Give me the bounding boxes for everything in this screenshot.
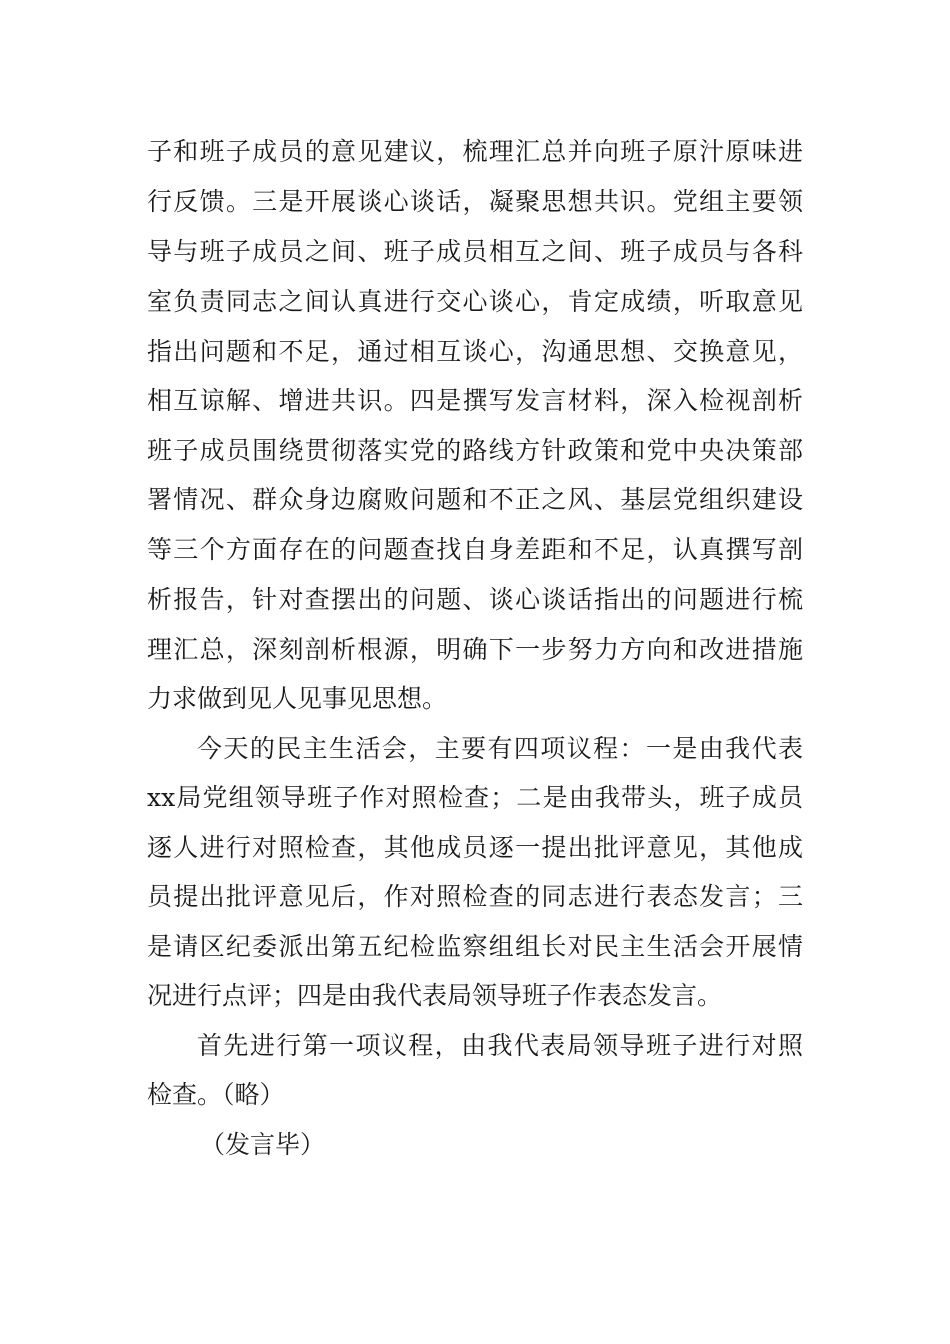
text-line: 是请区纪委派出第五纪检监察组组长对民主生活会开展情 xyxy=(147,932,803,961)
text-line: 行反馈。三是开展谈心谈话，凝聚思想共识。党组主要领 xyxy=(147,187,803,216)
text-line: 子和班子成员的意见建议，梳理汇总并向班子原汁原味进 xyxy=(147,137,803,166)
text-line: 况进行点评；四是由我代表局领导班子作表态发言。 xyxy=(147,981,723,1010)
text-line: 相互谅解、增进共识。四是撰写发言材料，深入检视剖析 xyxy=(147,386,803,415)
text-line: 员提出批评意见后，作对照检查的同志进行表态发言；三 xyxy=(147,882,803,911)
text-line: 指出问题和不足，通过相互谈心，沟通思想、交换意见， xyxy=(147,337,803,366)
text-line: 析报告，针对查摆出的问题、谈心谈话指出的问题进行梳 xyxy=(147,585,803,614)
text-line: 室负责同志之间认真进行交心谈心，肯定成绩，听取意见 xyxy=(147,287,803,316)
text-line: 导与班子成员之间、班子成员相互之间、班子成员与各科 xyxy=(147,237,803,266)
text-line: xx局党组领导班子作对照检查；二是由我带头，班子成员 xyxy=(147,783,803,812)
paragraph-first-line: 首先进行第一项议程，由我代表局领导班子进行对照 xyxy=(197,1031,803,1060)
text-line: 班子成员围绕贯彻落实党的路线方针政策和党中央决策部 xyxy=(147,436,803,465)
text-line: 署情况、群众身边腐败问题和不正之风、基层党组织建设 xyxy=(147,485,803,514)
paragraph-first-line: 今天的民主生活会，主要有四项议程：一是由我代表 xyxy=(197,734,803,763)
text-line: 力求做到见人见事见思想。 xyxy=(147,684,448,713)
text-line: 等三个方面存在的问题查找自身差距和不足，认真撰写剖 xyxy=(147,535,803,564)
text-line: 检查。（略） xyxy=(147,1080,285,1109)
text-line: 理汇总，深刻剖析根源，明确下一步努力方向和改进措施 xyxy=(147,635,803,664)
text-line: 逐人进行对照检查，其他成员逐一提出批评意见，其他成 xyxy=(147,833,803,862)
speech-end-note: （发言毕） xyxy=(200,1130,326,1159)
